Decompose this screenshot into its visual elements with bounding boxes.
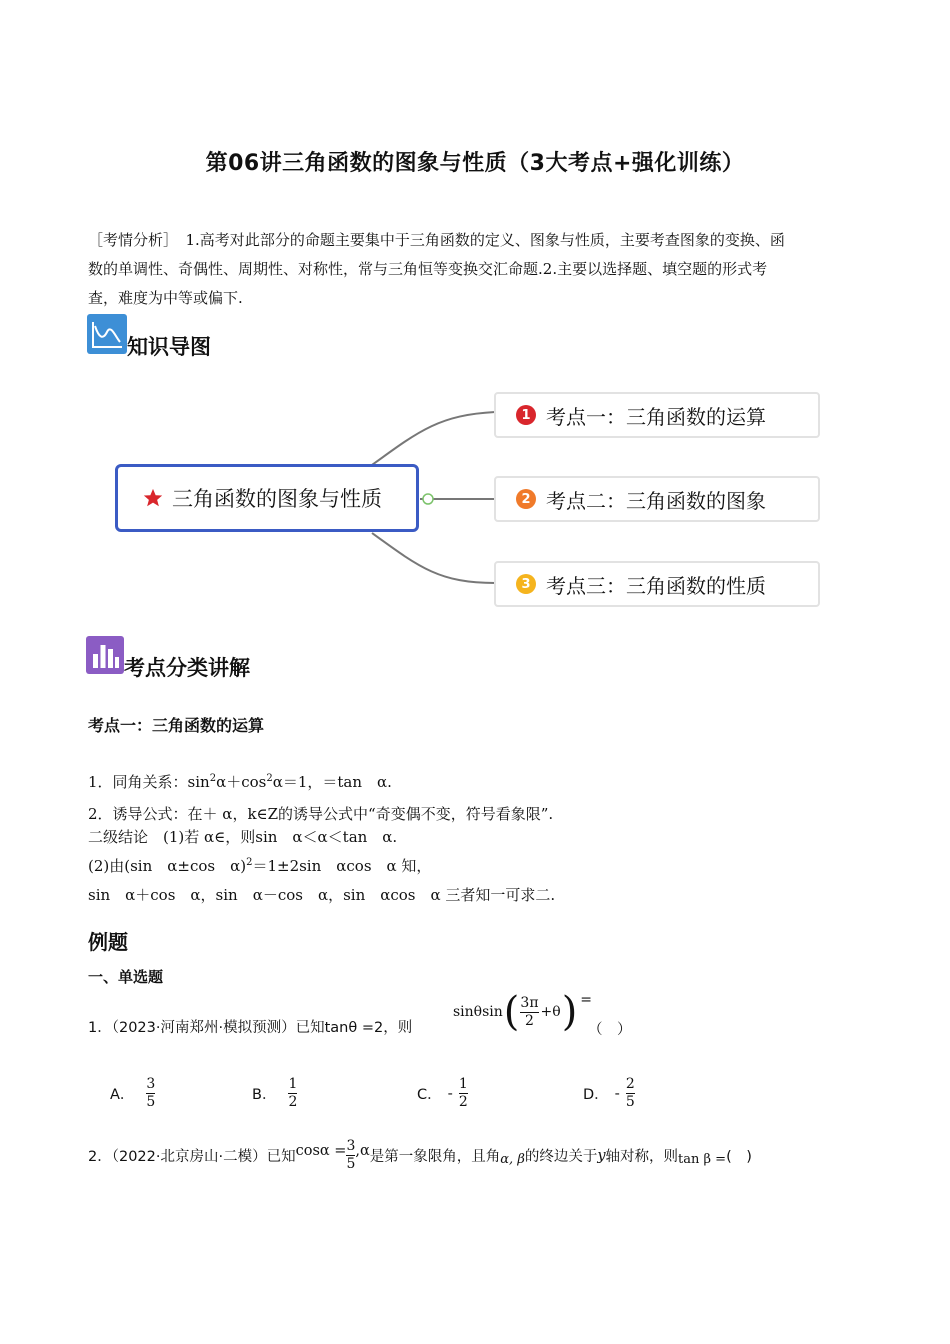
- text-segment: α＋cos: [216, 773, 267, 791]
- option-letter: C．: [417, 1087, 442, 1103]
- superscript: 2: [246, 857, 253, 868]
- fraction: [146, 1076, 155, 1111]
- answer-blank: ( ): [726, 1149, 752, 1165]
- question-text: 2．（2022·北京房山·二模）已知: [88, 1149, 296, 1165]
- question-type: 一、单选题: [88, 968, 164, 986]
- superscript: 2: [266, 773, 273, 784]
- intro-paragraph: [88, 226, 868, 313]
- question-text: 的终边关于: [524, 1149, 598, 1165]
- denominator: 2: [288, 1094, 298, 1110]
- math-text: cosα =: [295, 1142, 347, 1159]
- expr-text: sinθsin: [453, 1004, 503, 1020]
- numerator: 2: [625, 1076, 635, 1092]
- page-title: 第06讲三角函数的图象与性质（3大考点+强化训练）: [205, 151, 745, 176]
- section-heading: 考点分类讲解: [124, 656, 250, 680]
- knowledge-line-2: 2．诱导公式：在＋ α，k∈Z的诱导公式中“奇变偶不变，符号看象限”.: [88, 805, 554, 823]
- option-letter: B．: [252, 1087, 277, 1103]
- subsection-heading: 考点一：三角函数的运算: [88, 716, 265, 735]
- bar-chart-icon: [86, 636, 124, 674]
- option-b[interactable]: [252, 1076, 297, 1111]
- text-segment: 1．同角关系：sin: [88, 773, 210, 791]
- star-icon: [142, 487, 164, 509]
- option-a[interactable]: [110, 1076, 155, 1111]
- denominator: 5: [146, 1094, 156, 1110]
- text-segment: α＝1，＝tan α.: [272, 773, 392, 791]
- expr-text: =: [580, 992, 593, 1008]
- question-1-prefix: 1．（2023·河南郑州·模拟预测）已知tanθ =2，则: [88, 1020, 413, 1036]
- mindmap-node-label: 考点一：三角函数的运算: [546, 404, 766, 429]
- examples-heading: 例题: [88, 930, 128, 954]
- left-paren: (: [503, 989, 520, 1035]
- intro-line: 查，难度为中等或偏下.: [88, 289, 243, 307]
- question-2: [88, 1138, 752, 1173]
- mindmap-node-1: [494, 392, 820, 438]
- intro-line: ［考情分析］ 1.高考对此部分的命题主要集中于三角函数的定义、图象与性质，主要考查图象的变换、函: [88, 231, 785, 249]
- fraction: [346, 1138, 355, 1173]
- numerator: 3: [146, 1076, 156, 1092]
- question-text: 轴对称，则: [605, 1149, 679, 1165]
- mindmap-center-label: 三角函数的图象与性质: [172, 487, 382, 511]
- option-sign: -: [447, 1085, 453, 1102]
- mindmap-heading: 知识导图: [127, 335, 211, 359]
- fraction: [459, 1076, 468, 1111]
- question-1-expression: [453, 989, 593, 1035]
- number-badge: 3: [516, 574, 536, 594]
- option-c[interactable]: [417, 1076, 468, 1111]
- number-badge: 2: [516, 489, 536, 509]
- denominator: 5: [346, 1156, 356, 1172]
- fraction: [626, 1076, 635, 1111]
- numerator: 3π: [520, 994, 539, 1011]
- question-text: 是第一象限角，且角: [369, 1149, 501, 1165]
- superscript: 2: [209, 773, 217, 784]
- knowledge-line-4: [88, 855, 431, 876]
- text-segment: (2)由(sin α±cos α): [88, 857, 247, 875]
- knowledge-line-1: [88, 771, 392, 792]
- math-text: α, β: [500, 1152, 525, 1167]
- mindmap-node-3: [494, 561, 820, 607]
- math-text: y: [597, 1147, 606, 1164]
- numerator: 1: [458, 1076, 468, 1092]
- line-chart-icon: [87, 314, 127, 354]
- numerator: 1: [288, 1076, 298, 1092]
- math-text: ,α: [355, 1142, 370, 1159]
- knowledge-line-3: 二级结论 (1)若 α∈，则sin α＜α＜tan α.: [88, 828, 398, 846]
- option-sign: -: [614, 1085, 620, 1102]
- fraction: [520, 995, 538, 1030]
- text-segment: ＝1±2sin αcos α 知，: [252, 857, 432, 875]
- right-paren: ): [561, 989, 578, 1035]
- numerator: 3: [346, 1138, 356, 1154]
- option-letter: D．: [583, 1087, 609, 1103]
- mindmap-node-2: [494, 476, 820, 522]
- mindmap-center-node: [115, 464, 419, 532]
- denominator: 2: [525, 1012, 534, 1029]
- number-badge: 1: [516, 405, 536, 425]
- denominator: 2: [458, 1094, 468, 1110]
- fraction: [288, 1076, 297, 1111]
- math-text: tan β =: [678, 1152, 727, 1167]
- intro-line: 数的单调性、奇偶性、周期性、对称性，常与三角恒等变换交汇命题.2.主要以选择题、填空题的形式考: [88, 260, 768, 278]
- option-letter: A．: [110, 1087, 135, 1103]
- expr-text: +θ: [540, 1004, 561, 1020]
- denominator: 5: [625, 1094, 635, 1110]
- option-d[interactable]: [583, 1076, 635, 1111]
- answer-blank: （ ）: [588, 1022, 632, 1038]
- mindmap-node-label: 考点三：三角函数的性质: [546, 573, 766, 598]
- mindmap-node-label: 考点二：三角函数的图象: [546, 488, 766, 513]
- knowledge-line-5: sin α＋cos α，sin α－cos α，sin αcos α 三者知一可求二.: [88, 886, 556, 904]
